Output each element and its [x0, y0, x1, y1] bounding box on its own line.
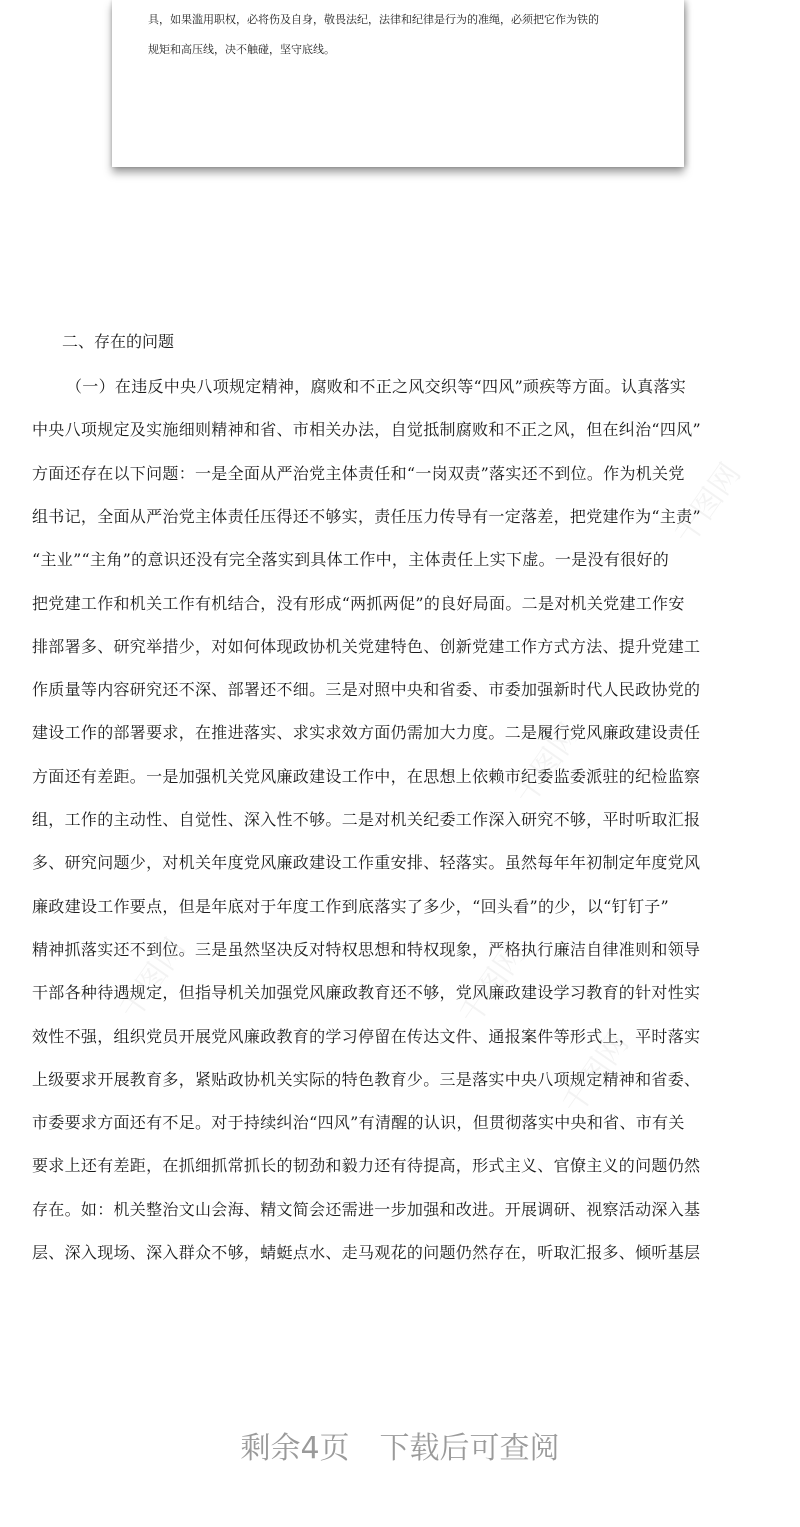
section-heading: 二、存在的问题 — [62, 332, 175, 351]
paragraph-line: （一）在违反中央八项规定精神，腐败和不正之风交织等“四风”顽疾等方面。认真落实 — [66, 377, 687, 396]
download-notice[interactable] — [0, 1425, 800, 1473]
preview-line: 规矩和高压线，决不触碰，坚守底线。 — [148, 43, 335, 56]
paragraph-line: 建设工作的部署要求，在推进落实、求实求效方面仍需加大力度。二是履行党风廉政建设责任 — [32, 723, 701, 743]
paragraph-line: 要求上还有差距，在抓细抓常抓长的韧劲和毅力还有待提高，形式主义、官僚主义的问题仍然 — [32, 1156, 701, 1176]
paragraph-line: 精神抓落实还不到位。三是虽然坚决反对特权思想和特权现象，严格执行廉洁自律准则和领导 — [32, 939, 701, 959]
paragraph-line: 中央八项规定及实施细则精神和省、市相关办法，自觉抵制腐败和不正之风，但在纠治“四风” — [32, 420, 701, 440]
paragraph-line: 市委要求方面还有不足。对于持续纠治“四风”有清醒的认识，但贯彻落实中央和省、市有关 — [32, 1113, 685, 1133]
preview-page-card — [112, 0, 684, 167]
watermark: 千图网 — [452, 937, 534, 1031]
paragraph-line: 方面还存在以下问题：一是全面从严治党主体责任和“一岗双责”落实还不到位。作为机关党 — [32, 463, 685, 483]
paragraph-line: 把党建工作和机关工作有机结合，没有形成“两抓两促”的良好局面。二是对机关党建工作安 — [32, 593, 685, 613]
paragraph-line: 上级要求开展教育多，紧贴政协机关实际的特色教育少。三是落实中央八项规定精神和省委、 — [32, 1069, 701, 1089]
paragraph-line: 方面还有差距。一是加强机关党风廉政建设工作中，在思想上依赖市纪委监委派驻的纪检监察 — [32, 766, 701, 786]
paragraph-line: 多、研究问题少，对机关年度党风廉政建设工作重安排、轻落实。虽然每年年初制定年度党风 — [32, 853, 701, 873]
watermark: 千图网 — [667, 457, 749, 551]
paragraph-line: 组书记，全面从严治党主体责任压得还不够实，责任压力传导有一定落差，把党建作为“主责” — [32, 506, 701, 526]
watermark: 千图网 — [507, 717, 589, 811]
paragraph-line: 廉政建设工作要点，但是年底对于年度工作到底落实了多少，“回头看”的少，以“钉钉子” — [32, 896, 670, 916]
paragraph-line: “主业”“主角”的意识还没有完全落实到具体工作中，主体责任上实下虚。一是没有很好的 — [32, 550, 670, 570]
preview-line: 具，如果滥用职权，必将伤及自身，敬畏法纪，法律和纪律是行为的准绳，必须把它作为铁的 — [148, 13, 599, 26]
paragraph-line: 组，工作的主动性、自觉性、深入性不够。二是对机关纪委工作深入研究不够，平时听取汇报 — [32, 810, 701, 829]
paragraph-line: 层、深入现场、深入群众不够，蜻蜓点水、走马观花的问题仍然存在，听取汇报多、倾听基层 — [32, 1243, 701, 1262]
paragraph-line: 效性不强，组织党员开展党风廉政教育的学习停留在传达文件、通报案件等形式上，平时落实 — [32, 1026, 701, 1046]
paragraph-line: 作质量等内容研究还不深、部署还不细。三是对照中央和省委、市委加强新时代人民政协党的 — [32, 680, 701, 700]
paragraph-line: 存在。如：机关整治文山会海、精文简会还需进一步加强和改进。开展调研、视察活动深入基 — [32, 1199, 701, 1219]
remaining-pages-text: 剩余4页 — [240, 1431, 350, 1466]
download-hint-text: 下载后可查阅 — [379, 1431, 560, 1466]
paragraph-line: 排部署多、研究举措少，对如何体现政协机关党建特色、创新党建工作方式方法、提升党建工 — [32, 636, 701, 656]
watermark: 千图网 — [555, 1027, 637, 1121]
paragraph-line: 干部各种待遇规定，但指导机关加强党风廉政教育还不够，党风廉政建设学习教育的针对性实 — [32, 983, 701, 1003]
watermark: 千图网 — [112, 932, 194, 1026]
